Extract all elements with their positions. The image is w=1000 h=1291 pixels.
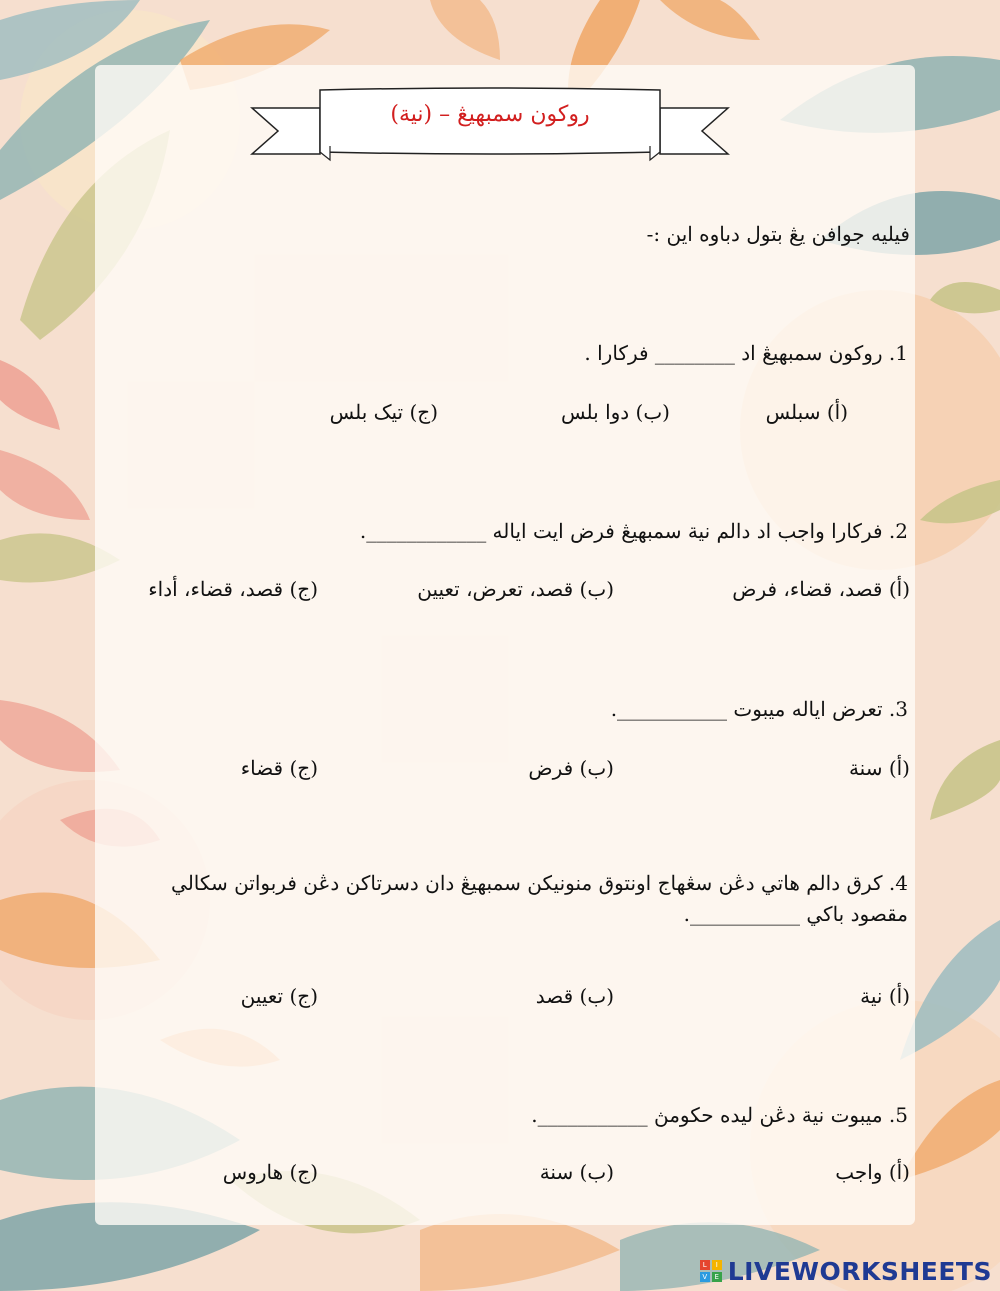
option-c[interactable]: (ج) تيک بلس: [329, 400, 438, 424]
option-c[interactable]: (ج) قصد، قضاء، أداء: [148, 577, 318, 601]
ribbon-shape: [250, 86, 730, 168]
question-3-options: [100, 756, 910, 790]
option-a[interactable]: (أ) سنة: [848, 756, 910, 780]
logo-mark-icon: L I V E: [700, 1260, 722, 1282]
option-a[interactable]: (أ) قصد، قضاء، فرض: [732, 577, 910, 601]
option-b[interactable]: (ب) قصد: [535, 984, 614, 1008]
liveworksheets-logo[interactable]: [700, 1256, 992, 1286]
question-4: 4. كرق دالم هاتي دڠن سڠهاج اونتوق منونيكن سمبهيڠ دان دسرتاكن دڠن فربواتن سكالي مقصود باکي ___________.: [171, 871, 908, 926]
question-2-options: [100, 577, 910, 611]
instruction-text: فيليه جوافن يڠ بتول دباوه اين :-: [646, 222, 910, 246]
option-c[interactable]: (ج) قضاء: [240, 756, 318, 780]
question-2: 2. فركارا واجب اد دالم نية سمبهيڠ فرض ايت اياله ____________.: [359, 519, 908, 543]
question-1-options: [100, 400, 910, 434]
option-c[interactable]: (ج) تعيين: [240, 984, 318, 1008]
option-a[interactable]: (أ) سبلس: [765, 400, 848, 424]
question-3: 3. تعرض اياله ميبوت ___________.: [610, 697, 908, 721]
question-4-options: [100, 984, 910, 1018]
option-b[interactable]: (ب) دوا بلس: [561, 400, 670, 424]
option-a[interactable]: (أ) نية: [860, 984, 910, 1008]
title-banner: [250, 86, 730, 168]
worksheet-title: روكون سمبهيڠ – (نية): [390, 102, 590, 127]
option-b[interactable]: (ب) قصد، تعرض، تعيين: [417, 577, 614, 601]
option-b[interactable]: (ب) فرض: [528, 756, 614, 780]
option-b[interactable]: (ب) سنة: [539, 1160, 614, 1184]
option-c[interactable]: (ج) هاروس: [222, 1160, 318, 1184]
question-5-options: [100, 1160, 910, 1194]
question-5: 5. ميبوت نية دڠن ليده حكومڽ ___________.: [531, 1103, 908, 1127]
logo-text: LIVEWORKSHEETS: [727, 1256, 992, 1286]
option-a[interactable]: (أ) واجب: [835, 1160, 910, 1184]
question-1: 1. روكون سمبهيڠ اد ________ فركارا .: [584, 341, 908, 365]
